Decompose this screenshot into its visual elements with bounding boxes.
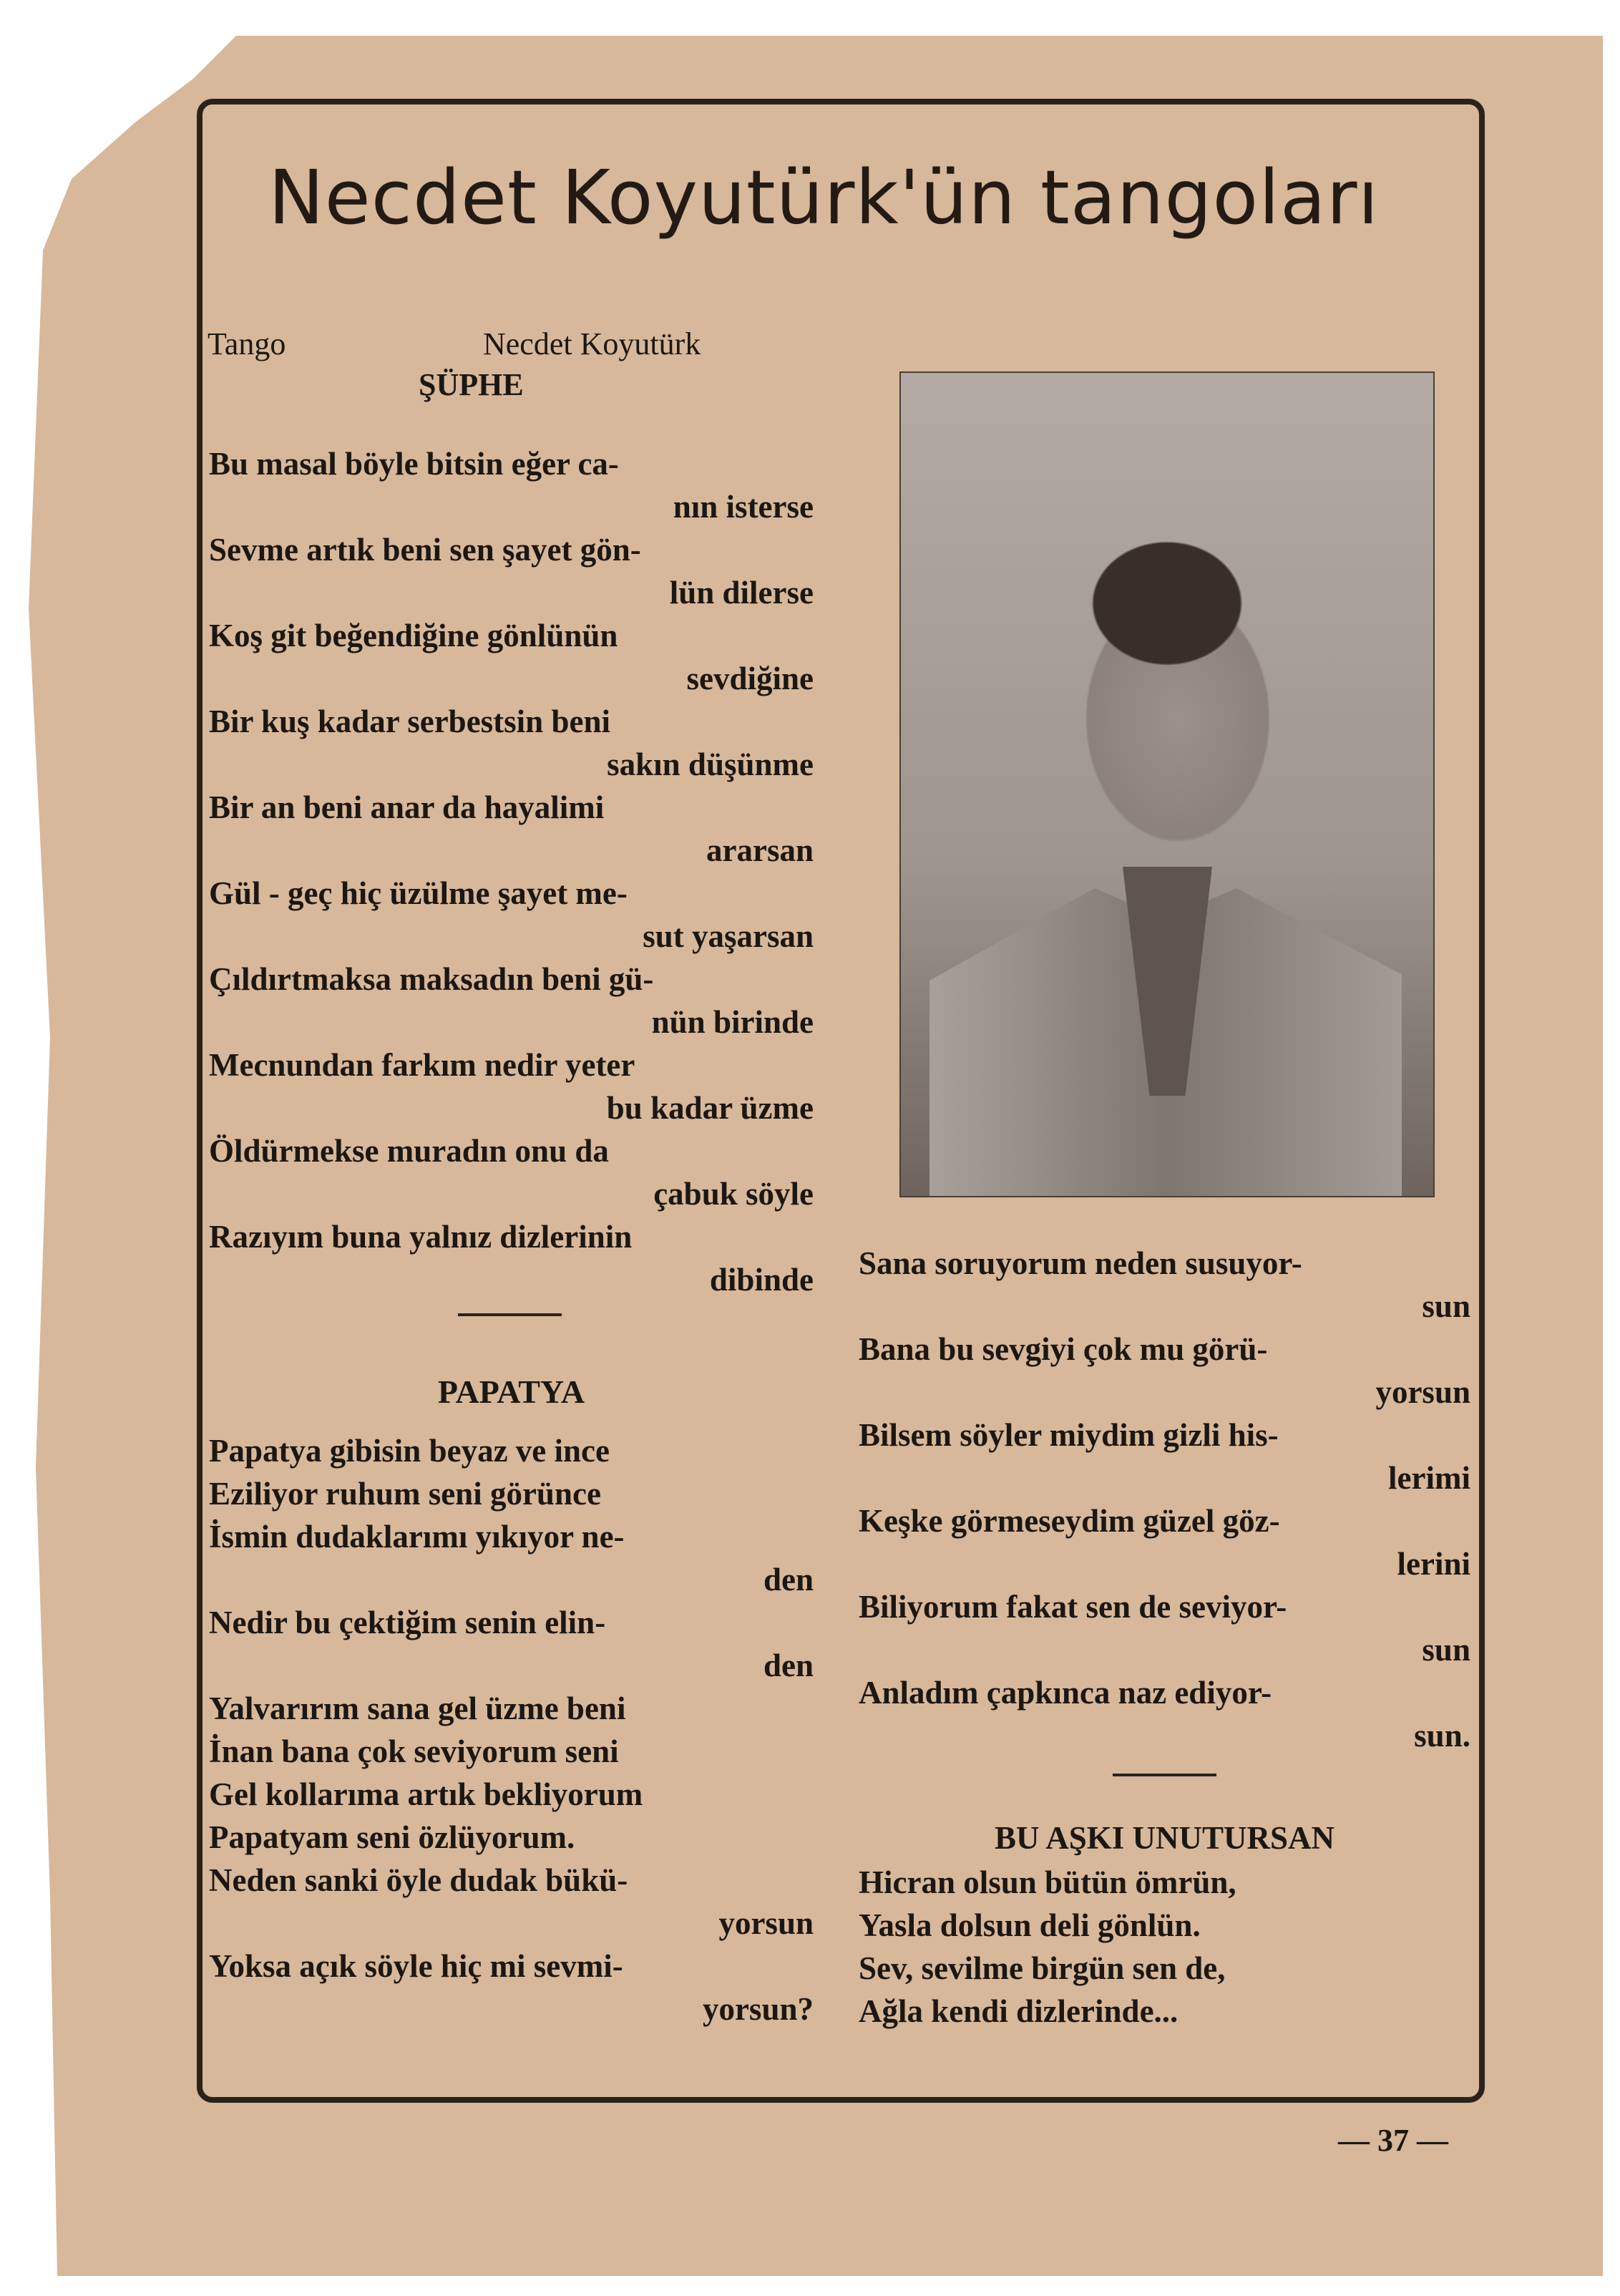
- lyric-line: yorsun?: [702, 1991, 814, 2027]
- lyric-line: Biliyorum fakat sen de seviyor-: [859, 1589, 1287, 1625]
- lyric-line: sun: [1422, 1288, 1470, 1324]
- lyric-line: Razıyım buna yalnız dizlerinin: [209, 1219, 633, 1255]
- page-title: Necdet Koyutürk'ün tangoları: [268, 154, 1380, 241]
- lyric-line: sun: [1422, 1632, 1470, 1668]
- lyric-line: Gül - geç hiç üzülme şayet me-: [209, 875, 628, 911]
- lyric-line: sut yaşarsan: [643, 918, 814, 954]
- lyric-line: lerimi: [1388, 1460, 1470, 1496]
- lyric-line: den: [763, 1648, 814, 1683]
- song1-heading: ŞÜPHE: [419, 367, 524, 402]
- lyric-line: Yasla dolsun deli gönlün.: [859, 1907, 1201, 1943]
- lyric-line: lün dilerse: [669, 575, 814, 611]
- song1-lyrics: [209, 442, 814, 1301]
- lyric-line: lerini: [1397, 1546, 1470, 1582]
- lyric-line: İnan bana çok seviyorum seni: [209, 1733, 619, 1769]
- lyric-line: Sevme artık beni sen şayet gön-: [209, 532, 641, 568]
- lyric-line: Neden sanki öyle dudak bükü-: [209, 1862, 628, 1898]
- song2-lyrics: [209, 1429, 814, 2030]
- lyric-line: Ağla kendi dizlerinde...: [859, 1993, 1179, 2029]
- lyric-line: nün birinde: [651, 1004, 814, 1040]
- lyric-line: Papatya gibisin beyaz ve ince: [209, 1433, 610, 1469]
- lyric-line: Eziliyor ruhum seni görünce: [209, 1476, 601, 1512]
- lyric-line: sakın düşünme: [607, 746, 814, 782]
- lyric-line: Yalvarırım sana gel üzme beni: [209, 1691, 626, 1726]
- lyric-line: bu kadar üzme: [606, 1090, 814, 1126]
- lyric-line: çabuk söyle: [653, 1176, 814, 1212]
- lyric-line: Papatyam seni özlüyorum.: [209, 1819, 575, 1855]
- author-label: Necdet Koyutürk: [483, 326, 701, 361]
- lyric-line: Gel kollarıma artık bekliyorum: [209, 1776, 643, 1812]
- lyric-line: den: [763, 1562, 814, 1597]
- lyric-line: dibinde: [709, 1262, 814, 1298]
- lyric-line: Mecnundan farkım nedir yeter: [209, 1047, 635, 1083]
- lyric-line: yorsun: [718, 1905, 814, 1941]
- lyric-line: Koş git beğendiğine gönlünün: [209, 618, 618, 653]
- lyric-line: yorsun: [1375, 1374, 1470, 1410]
- lyric-line: nın isterse: [673, 489, 814, 525]
- lyric-line: Anladım çapkınca naz ediyor-: [859, 1675, 1272, 1711]
- song2-heading: PAPATYA: [437, 1373, 585, 1410]
- genre-label: Tango: [208, 326, 286, 361]
- song2-continuation: [859, 1242, 1470, 1757]
- lyric-line: Bu masal böyle bitsin eğer ca-: [209, 446, 619, 482]
- lyric-line: Bir kuş kadar serbestsin beni: [209, 704, 610, 739]
- lyric-line: İsmin dudaklarımı yıkıyor ne-: [209, 1519, 625, 1555]
- portrait-photo: [899, 371, 1435, 1197]
- section-divider: [458, 1313, 562, 1316]
- section-divider: [1113, 1774, 1216, 1776]
- lyric-line: Bir an beni anar da hayalimi: [209, 789, 605, 825]
- lyric-line: Öldürmekse muradın onu da: [209, 1133, 609, 1169]
- lyric-line: ararsan: [706, 832, 814, 868]
- lyric-line: Bana bu sevgiyi çok mu görü-: [859, 1331, 1268, 1367]
- lyric-line: Keşke görmeseydim güzel göz-: [859, 1503, 1280, 1539]
- lyric-line: Yoksa açık söyle hiç mi sevmi-: [209, 1948, 623, 1984]
- lyric-line: Sana soruyorum neden susuyor-: [859, 1245, 1302, 1281]
- lyric-line: Bilsem söyler miydim gizli his-: [859, 1417, 1279, 1453]
- lyric-line: sun.: [1414, 1718, 1470, 1753]
- lyric-line: Çıldırtmaksa maksadın beni gü-: [209, 961, 654, 997]
- lyric-line: Hicran olsun bütün ömrün,: [859, 1864, 1236, 1900]
- page-number: — 37 —: [1338, 2123, 1448, 2158]
- song3-lyrics: [859, 1861, 1470, 2033]
- song3-heading: BU AŞKI UNUTURSAN: [994, 1820, 1335, 1856]
- lyric-line: Sev, sevilme birgün sen de,: [859, 1950, 1226, 1986]
- lyric-line: sevdiğine: [686, 661, 814, 696]
- lyric-line: Nedir bu çektiğim senin elin-: [209, 1605, 606, 1640]
